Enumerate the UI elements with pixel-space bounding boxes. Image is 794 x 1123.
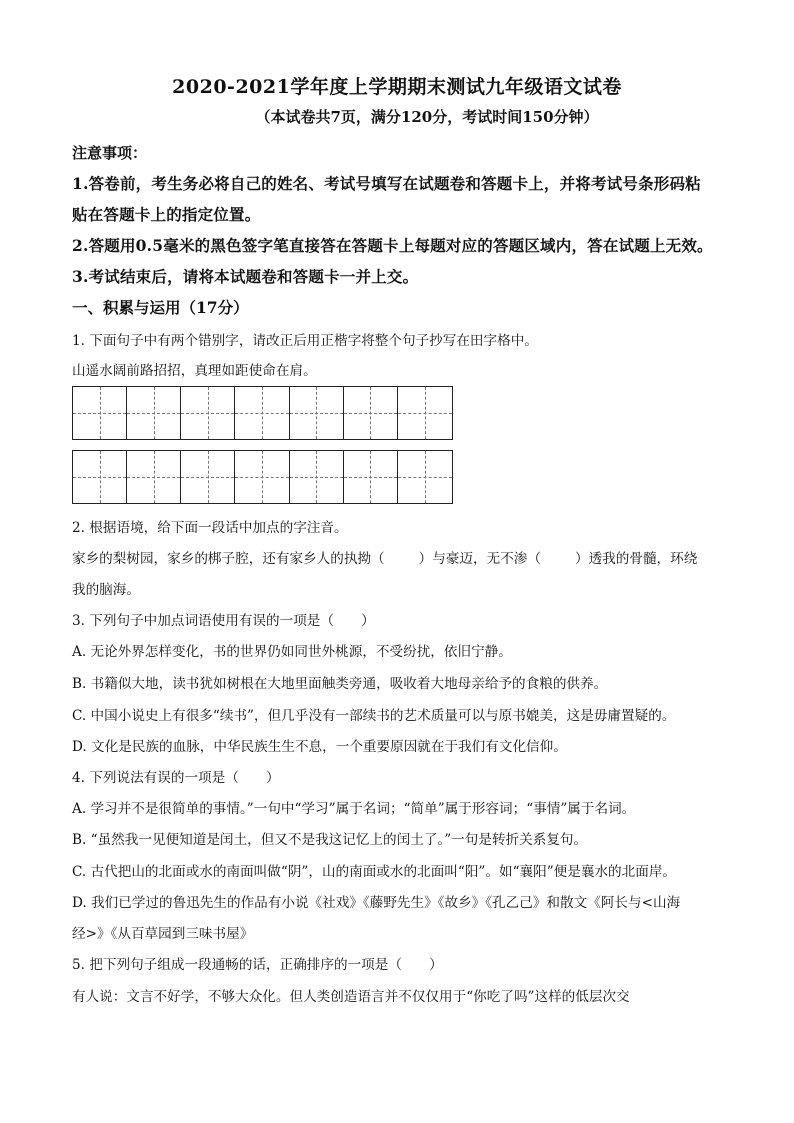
q2-passage-line-2: 我的脑海。	[72, 582, 140, 598]
tianzige-row-1[interactable]	[72, 386, 453, 440]
tianzige-cell[interactable]	[398, 387, 452, 439]
q1-prompt: 1. 下面句子中有两个错别字，请改正后用正楷字将整个句子抄写在田字格中。	[72, 333, 538, 349]
tianzige-cell[interactable]	[73, 387, 127, 439]
tianzige-cell[interactable]	[398, 451, 452, 503]
q4-option-c[interactable]: C. 古代把山的北面或水的南面叫做“阴”，山的南面或水的北面叫“阳”。如“襄阳”便是襄水的北面岸。	[72, 864, 677, 880]
q5-passage-line-1: 有人说：文言不好学，不够大众化。但人类创造语言并不仅仅用于“你吃了吗”这样的低层次交	[72, 989, 630, 1005]
page-subtitle: （本试卷共7页，满分120分，考试时间150分钟）	[255, 108, 599, 126]
q4-option-b[interactable]: B. “虽然我一见便知道是闰土，但又不是我这记忆上的闰土了。”一句是转折关系复句。	[72, 832, 588, 848]
notice-item-3: 3.考试结束后，请将本试题卷和答题卡一并上交。	[72, 267, 419, 286]
q4-option-d-line-2[interactable]: 经>》《从百草园到三味书屋》	[72, 926, 254, 942]
notice-item-2: 2.答题用0.5毫米的黑色签字笔直接答在答题卡上每题对应的答题区域内，答在试题上无效。	[72, 236, 713, 255]
q2-passage-part-c: ）透我的骨髓，环绕	[575, 551, 698, 567]
page-title: 2020-2021学年度上学期期末测试九年级语文试卷	[172, 76, 622, 98]
tianzige-cell[interactable]	[181, 387, 235, 439]
notice-item-1-line-2: 贴在答题卡上的指定位置。	[72, 205, 261, 224]
notice-item-1-line-1: 1.答卷前，考生务必将自己的姓名、考试号填写在试题卷和答题卡上，并将考试号条形码粘	[72, 174, 701, 193]
tianzige-cell[interactable]	[344, 387, 398, 439]
q4-option-d-line-1[interactable]: D. 我们已学过的鲁迅先生的作品有小说《社戏》《藤野先生》《故乡》《孔乙己》和散文《阿长与<山海	[72, 895, 681, 911]
q2-passage-part-b: ）与豪迈，无不渗（	[418, 551, 541, 567]
tianzige-cell[interactable]	[235, 451, 289, 503]
tianzige-row-2[interactable]	[72, 450, 453, 504]
q4-prompt: 4. 下列说法有误的一项是（ ）	[72, 770, 280, 786]
tianzige-cell[interactable]	[127, 451, 181, 503]
q3-option-d[interactable]: D. 文化是民族的血脉，中华民族生生不息，一个重要原因就在于我们有文化信仰。	[72, 739, 567, 755]
tianzige-cell[interactable]	[127, 387, 181, 439]
tianzige-cell[interactable]	[235, 387, 289, 439]
q3-option-b[interactable]: B. 书籍似大地，读书犹如树根在大地里面触类旁通，吸收着大地母亲给予的食粮的供养。	[72, 676, 608, 692]
q3-option-c[interactable]: C. 中国小说史上有很多“续书”，但几乎没有一部续书的艺术质量可以与原书媲美，这是毋庸置疑的。	[72, 708, 676, 724]
q4-option-a[interactable]: A. 学习并不是很简单的事情。”一句中“学习”属于名词；“简单”属于形容词；“事情”属于名词。	[72, 801, 636, 817]
q3-option-a[interactable]: A. 无论外界怎样变化，书的世界仍如同世外桃源，不受纷扰，依旧宁静。	[72, 644, 512, 660]
tianzige-cell[interactable]	[344, 451, 398, 503]
tianzige-cell[interactable]	[290, 387, 344, 439]
tianzige-cell[interactable]	[290, 451, 344, 503]
q2-prompt: 2. 根据语境，给下面一段话中加点的字注音。	[72, 520, 348, 536]
notice-heading: 注意事项：	[72, 144, 148, 162]
tianzige-cell[interactable]	[73, 451, 127, 503]
q3-prompt: 3. 下列句子中加点词语使用有误的一项是（ ）	[72, 613, 375, 629]
q2-passage-part-a: 家乡的梨树园，家乡的梆子腔，还有家乡人的执拗（	[72, 551, 385, 567]
q1-sentence: 山遥水阔前路招招，真理如距使命在肩。	[72, 363, 317, 379]
q5-prompt: 5. 把下列句子组成一段通畅的话，正确排序的一项是（ ）	[72, 957, 443, 973]
q2-passage-line-1	[72, 547, 732, 567]
section-1-heading: 一、积累与运用（17分）	[72, 298, 249, 317]
tianzige-cell[interactable]	[181, 451, 235, 503]
